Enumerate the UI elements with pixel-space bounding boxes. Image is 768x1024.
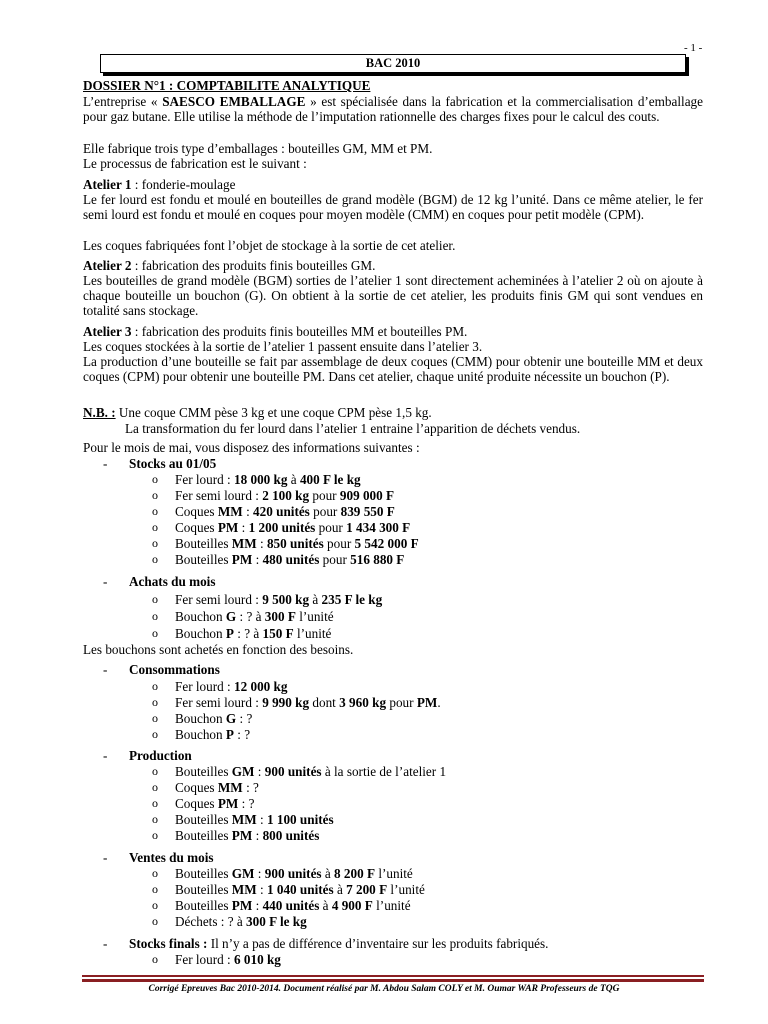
atelier3-heading: Atelier 3 : fabrication des produits finis bouteilles MM et bouteilles PM. <box>83 324 468 339</box>
list-item: Fer lourd : 18 000 kg à 400 F le kg <box>175 472 361 487</box>
list-item: Bouchon P : ? <box>175 727 251 742</box>
intro-types: Elle fabrique trois type d’emballages : bouteilles GM, MM et PM. <box>83 141 433 156</box>
bullet-icon: o <box>152 679 158 693</box>
intro-mai: Pour le mois de mai, vous disposez des informations suivantes : <box>83 440 420 455</box>
list-item: Bouteilles MM : 850 unités pour 5 542 000 F <box>175 536 419 551</box>
bullet-icon: o <box>152 592 158 606</box>
bullet-icon: o <box>152 828 158 842</box>
bullet-icon: o <box>152 898 158 912</box>
list-item: Fer lourd : 6 010 kg <box>175 952 281 967</box>
bullet-icon: o <box>152 914 158 928</box>
dossier-heading: DOSSIER N°1 : COMPTABILITE ANALYTIQUE <box>83 78 371 93</box>
atelier3-paragraph: La production d’une bouteille se fait par assemblage de deux coques (CMM) pour obtenir une bouteille MM et deux coques (CPM) pour obtenir une bouteille PM. Dans cet atelier, chaque unité produite nécessite un bouchon (P). <box>83 354 703 384</box>
footer-rule-thin <box>82 975 704 977</box>
intro-paragraph: L’entreprise « SAESCO EMBALLAGE » est spécialisée dans la fabrication et la commercialisation d’emballage pour gaz butane. Elle utilise la méthode de l’imputation rationnelle des charges fixes pour le calcul des couts. <box>83 94 703 124</box>
list-item: Bouteilles GM : 900 unités à la sortie de l’atelier 1 <box>175 764 447 779</box>
list-item: Fer semi lourd : 9 990 kg dont 3 960 kg pour PM. <box>175 695 441 710</box>
list-dash: - <box>103 748 108 763</box>
intro-process: Le processus de fabrication est le suivant : <box>83 156 307 171</box>
nb-line: N.B. : Une coque CMM pèse 3 kg et une coque CPM pèse 1,5 kg. <box>83 405 432 420</box>
list-item: Coques MM : 420 unités pour 839 550 F <box>175 504 395 519</box>
page-number: - 1 - <box>684 42 703 54</box>
list-item: Bouchon P : ? à 150 F l’unité <box>175 626 332 641</box>
bullet-icon: o <box>152 472 158 486</box>
list-item: Coques PM : 1 200 unités pour 1 434 300 F <box>175 520 411 535</box>
bullet-icon: o <box>152 695 158 709</box>
nb-dechets: La transformation du fer lourd dans l’atelier 1 entraine l’apparition de déchets vendus. <box>125 421 581 436</box>
bullet-icon: o <box>152 552 158 566</box>
exam-title: BAC 2010 <box>100 54 686 73</box>
bullet-icon: o <box>152 626 158 640</box>
list-item: Bouteilles PM : 480 unités pour 516 880 F <box>175 552 405 567</box>
section-title-consommations: Consommations <box>129 662 220 677</box>
bullet-icon: o <box>152 536 158 550</box>
list-dash: - <box>103 936 108 951</box>
list-item: Fer lourd : 12 000 kg <box>175 679 288 694</box>
section-title-achats: Achats du mois <box>129 574 216 589</box>
bullet-icon: o <box>152 488 158 502</box>
bullet-icon: o <box>152 727 158 741</box>
bullet-icon: o <box>152 796 158 810</box>
list-dash: - <box>103 574 108 589</box>
bullet-icon: o <box>152 609 158 623</box>
bullet-icon: o <box>152 711 158 725</box>
bullet-icon: o <box>152 780 158 794</box>
bullet-icon: o <box>152 764 158 778</box>
list-item: Bouchon G : ? <box>175 711 253 726</box>
list-item: Fer semi lourd : 9 500 kg à 235 F le kg <box>175 592 383 607</box>
atelier3-coques: Les coques stockées à la sortie de l’atelier 1 passent ensuite dans l’atelier 3. <box>83 339 483 354</box>
bullet-icon: o <box>152 882 158 896</box>
bullet-icon: o <box>152 504 158 518</box>
list-dash: - <box>103 850 108 865</box>
atelier2-heading: Atelier 2 : fabrication des produits finis bouteilles GM. <box>83 258 376 273</box>
list-item: Coques MM : ? <box>175 780 259 795</box>
list-item: Bouteilles MM : 1 100 unités <box>175 812 334 827</box>
bullet-icon: o <box>152 812 158 826</box>
list-item: Coques PM : ? <box>175 796 255 811</box>
list-item: Déchets : ? à 300 F le kg <box>175 914 307 929</box>
atelier1-stockage: Les coques fabriquées font l’objet de stockage à la sortie de cet atelier. <box>83 238 456 253</box>
list-item: Bouteilles PM : 440 unités à 4 900 F l’unité <box>175 898 411 913</box>
list-item: Bouteilles MM : 1 040 unités à 7 200 F l’unité <box>175 882 425 897</box>
list-dash: - <box>103 456 108 471</box>
footer-credits: Corrigé Epreuves Bac 2010-2014. Document réalisé par M. Abdou Salam COLY et M. Oumar WAR Professeurs de TQG <box>148 984 620 994</box>
list-item: Fer semi lourd : 2 100 kg pour 909 000 F <box>175 488 395 503</box>
atelier1-paragraph: Le fer lourd est fondu et moulé en bouteilles de grand modèle (BGM) de 12 kg l’unité. Dans ce même atelier, le fer semi lourd est fondu et moulé en coques pour moyen modèle (CMM) en coques pour petit modèle (CPM). <box>83 192 703 222</box>
bullet-icon: o <box>152 952 158 966</box>
bullet-icon: o <box>152 520 158 534</box>
bouchons-note: Les bouchons sont achetés en fonction des besoins. <box>83 642 354 657</box>
atelier2-paragraph: Les bouteilles de grand modèle (BGM) sorties de l’atelier 1 sont directement acheminées à l’atelier 2 où on ajoute à chaque bouteille un bouchon (G). On obtient à la sortie de cet atelier, les produits finis GM qui sont vendues en totalité sans stockage. <box>83 273 703 318</box>
list-item: Bouteilles GM : 900 unités à 8 200 F l’unité <box>175 866 413 881</box>
section-title-ventes: Ventes du mois <box>129 850 214 865</box>
list-item: Bouchon G : ? à 300 F l’unité <box>175 609 334 624</box>
list-item: Bouteilles PM : 800 unités <box>175 828 320 843</box>
section-title-stocks: Stocks au 01/05 <box>129 456 217 471</box>
bullet-icon: o <box>152 866 158 880</box>
section-title-stocks-finals: Stocks finals : Il n’y a pas de différence d’inventaire sur les produits fabriqués. <box>129 936 549 951</box>
atelier1-heading: Atelier 1 : fonderie-moulage <box>83 177 236 192</box>
section-title-production: Production <box>129 748 192 763</box>
footer-rule-thick <box>82 979 704 982</box>
list-dash: - <box>103 662 108 677</box>
